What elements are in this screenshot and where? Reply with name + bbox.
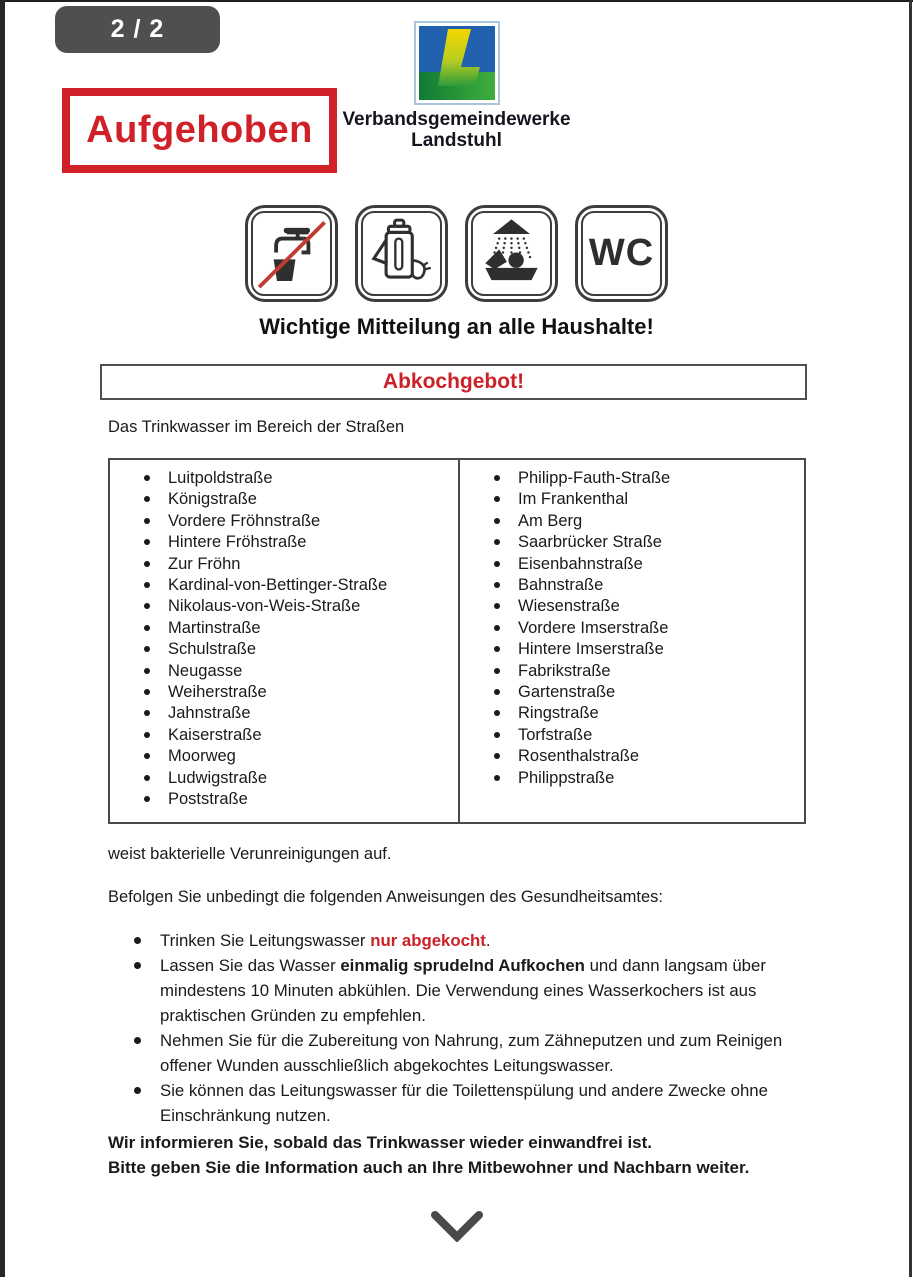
- pictogram-kettle: [355, 205, 448, 302]
- pictogram-no-tap-water-frame: [251, 211, 332, 296]
- text-segment: Trinken Sie Leitungswasser: [160, 931, 371, 950]
- notice-headline: Wichtige Mitteilung an alle Haushalte!: [259, 314, 654, 339]
- street-list-right: [458, 460, 804, 822]
- street-item: Ludwigstraße: [142, 768, 458, 789]
- kettle-icon: [363, 212, 440, 296]
- no-tap-water-icon: [253, 212, 330, 296]
- street-item: Poststraße: [142, 789, 458, 810]
- street-table: [108, 458, 806, 824]
- street-item: Im Frankenthal: [492, 489, 804, 510]
- text-segment: und dann langsam über mindestens 10 Minuten abkühlen. Die Verwendung eines Wasserkochers ist aus praktischen Gründen zu empfehlen.: [160, 956, 766, 1025]
- street-item: Wiesenstraße: [492, 596, 804, 617]
- street-item: Am Berg: [492, 511, 804, 532]
- org-logo: [414, 21, 500, 105]
- page-left-border: [0, 0, 5, 1277]
- scroll-down-button[interactable]: [427, 1206, 487, 1246]
- affected-text: weist bakterielle Verunreinigungen auf.: [108, 845, 392, 863]
- street-item: Philippstraße: [492, 768, 804, 789]
- instructions-list: [130, 928, 818, 1128]
- footer-line-1: Wir informieren Sie, sobald das Trinkwasser wieder einwandfrei ist.: [108, 1133, 653, 1152]
- street-item: Gartenstraße: [492, 682, 804, 703]
- org-name-line2: Landstuhl: [411, 130, 502, 151]
- street-item: Hintere Imserstraße: [492, 639, 804, 660]
- street-item: Zur Fröhn: [142, 554, 458, 575]
- text-segment: Sie können das Leitungswasser für die Toilettenspülung und andere Zwecke ohne Einschränkung nutzen.: [160, 1081, 768, 1125]
- street-item: Rosenthalstraße: [492, 746, 804, 767]
- wc-icon: WC: [588, 232, 655, 274]
- street-item: Fabrikstraße: [492, 661, 804, 682]
- street-item: Torfstraße: [492, 725, 804, 746]
- street-item: Hintere Fröhstraße: [142, 532, 458, 553]
- street-item: Weiherstraße: [142, 682, 458, 703]
- pictogram-wc: [575, 205, 668, 302]
- text-segment: .: [485, 931, 491, 950]
- street-item: Eisenbahnstraße: [492, 554, 804, 575]
- text-segment: Nehmen Sie für die Zubereitung von Nahrung, zum Zähneputzen und zum Reinigen offener Wunden ausschließlich abgekochtes Leitungswasser.: [160, 1031, 783, 1075]
- page-top-border: [0, 0, 913, 2]
- pictogram-wc-frame: [581, 211, 662, 296]
- street-item: Luitpoldstraße: [142, 468, 458, 489]
- footer-note: [108, 1130, 749, 1180]
- shower-bath-icon: [473, 212, 550, 296]
- street-item: Ringstraße: [492, 703, 804, 724]
- street-item: Nikolaus-von-Weis-Straße: [142, 596, 458, 617]
- street-item: Saarbrücker Straße: [492, 532, 804, 553]
- street-item: Schulstraße: [142, 639, 458, 660]
- org-name-line1: Verbandsgemeindewerke: [342, 109, 571, 130]
- street-item: Martinstraße: [142, 618, 458, 639]
- street-item: Jahnstraße: [142, 703, 458, 724]
- pictogram-row: [0, 205, 913, 302]
- page-indicator-badge: 2 / 2: [55, 6, 220, 53]
- page-right-border: [909, 0, 912, 1277]
- instruction-item: [130, 1078, 818, 1128]
- chevron-down-icon: [430, 1210, 484, 1242]
- text-segment: einmalig sprudelnd Aufkochen: [340, 956, 585, 975]
- street-item: Vordere Fröhnstraße: [142, 511, 458, 532]
- text-segment: Lassen Sie das Wasser: [160, 956, 341, 975]
- status-stamp: [62, 88, 337, 173]
- alert-box: [100, 364, 807, 400]
- street-item: Kaiserstraße: [142, 725, 458, 746]
- street-item: Moorweg: [142, 746, 458, 767]
- street-item: Philipp-Fauth-Straße: [492, 468, 804, 489]
- intro-text: Das Trinkwasser im Bereich der Straßen: [108, 418, 405, 436]
- pictogram-kettle-frame: [361, 211, 442, 296]
- street-item: Vordere Imserstraße: [492, 618, 804, 639]
- pictogram-no-tap-water: [245, 205, 338, 302]
- street-item: Kardinal-von-Bettinger-Straße: [142, 575, 458, 596]
- street-list-left: [110, 460, 458, 822]
- instruction-item: [130, 1028, 818, 1078]
- street-item: Neugasse: [142, 661, 458, 682]
- instructions-heading: Befolgen Sie unbedingt die folgenden Anweisungen des Gesundheitsamtes:: [108, 888, 663, 906]
- street-item: Königstraße: [142, 489, 458, 510]
- text-segment: nur abgekocht: [370, 931, 486, 950]
- status-stamp-text: Aufgehoben: [86, 109, 313, 151]
- instruction-item: [130, 953, 818, 1028]
- pictogram-bathing: [465, 205, 558, 302]
- footer-line-2: Bitte geben Sie die Information auch an Ihre Mitbewohner und Nachbarn weiter.: [108, 1158, 750, 1177]
- street-item: Bahnstraße: [492, 575, 804, 596]
- pictogram-bathing-frame: [471, 211, 552, 296]
- alert-text: Abkochgebot!: [382, 370, 525, 393]
- instruction-item: [130, 928, 818, 953]
